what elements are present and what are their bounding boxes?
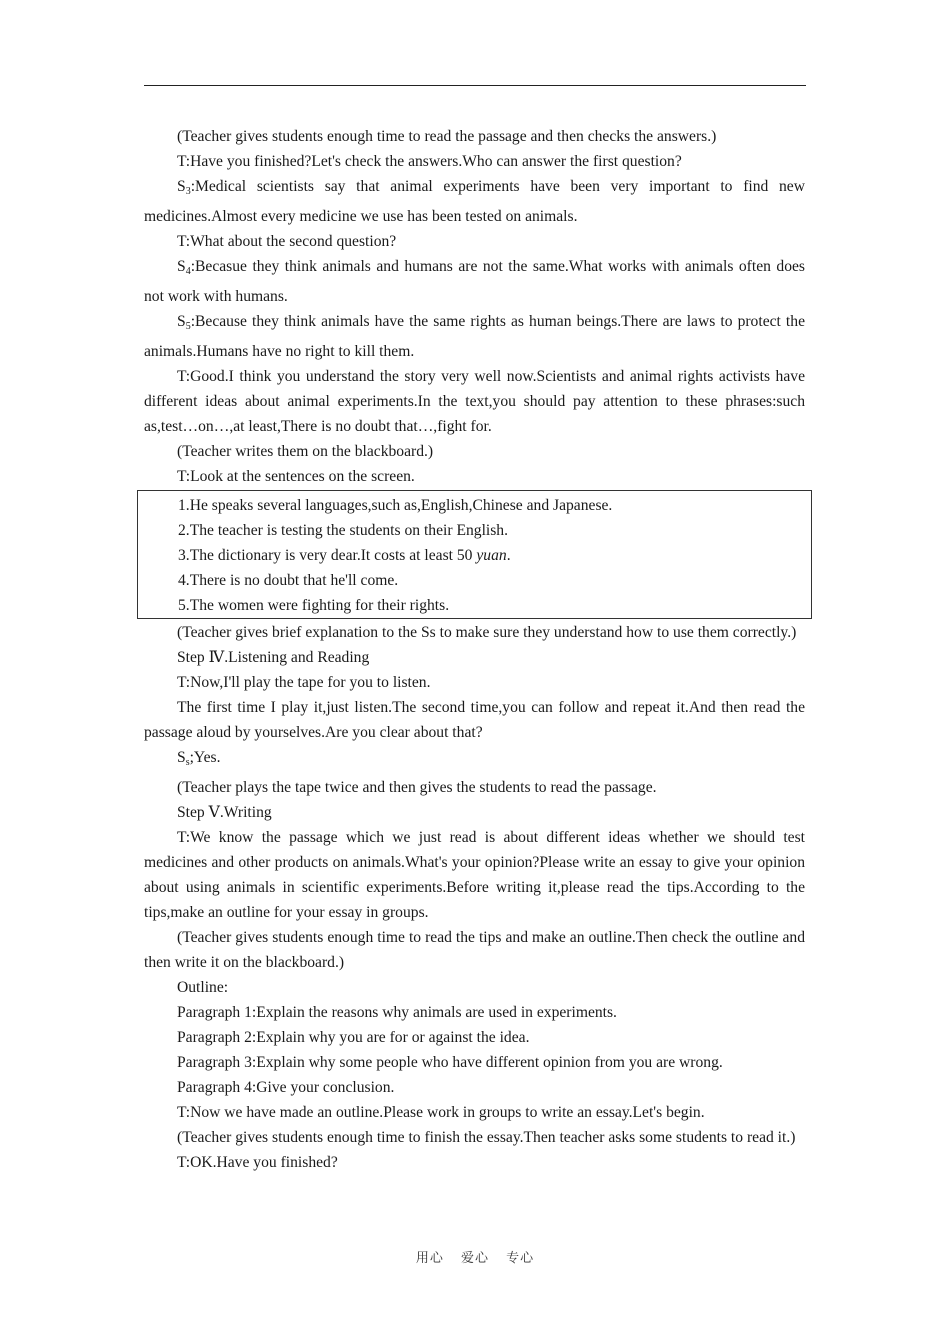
example-sentence: 4.There is no doubt that he'll come. [178,572,399,589]
speaker-subscript: 5 [185,321,191,332]
paragraph: (Teacher gives students enough time to read the passage and then checks the answers.) [177,128,717,145]
example-sentence: 1.He speaks several languages,such as,English,Chinese and Japanese. [178,497,613,514]
paragraph [144,745,805,775]
speaker: S [177,178,186,195]
footer-word: 爱心 [460,1251,489,1266]
example-sentence: 2.The teacher is testing the students on their English. [178,522,508,539]
paragraph-text: :Becasue they think animals and humans are not the same.What works with animals often does not work with humans. [144,258,805,305]
sentence-text: 3.The dictionary is very dear.It costs at least 50 [178,547,477,564]
page-footer [0,1247,950,1266]
speaker: S [177,258,186,275]
footer-word: 专心 [506,1251,535,1266]
paragraph: (Teacher plays the tape twice and then gives the students to read the passage. [177,779,657,796]
document-body [144,124,805,1175]
paragraph: T:Look at the sentences on the screen. [177,468,415,485]
outline-item: Paragraph 3:Explain why some people who have different opinion from you are wrong. [177,1054,723,1071]
outline-heading: Outline: [177,979,229,996]
speaker: S [177,313,186,330]
paragraph: The first time I play it,just listen.The second time,you can follow and repeat it.And then read the passage aloud by yourselves.Are you clear about that? [144,699,805,741]
sentence-end: . [506,547,511,564]
sentence-italic: yuan [476,547,507,564]
paragraph: T:Have you finished?Let's check the answers.Who can answer the first question? [177,153,682,170]
paragraph: T:Now we have made an outline.Please work in groups to write an essay.Let's begin. [177,1104,705,1121]
step-heading: Step Ⅴ.Writing [177,804,272,821]
example-sentence [138,543,811,568]
paragraph: T:Good.I think you understand the story very well now.Scientists and animal rights activists have different ideas about animal experiments.In the text,you should pay attention to these phrases:such as,test…on…,at least,There is no doubt that…,fight for. [144,368,805,435]
paragraph: (Teacher gives brief explanation to the Ss to make sure they understand how to use them correctly.) [177,624,797,641]
speaker-subscript: s [185,757,190,768]
outline-item: Paragraph 4:Give your conclusion. [177,1079,395,1096]
speaker: S [177,749,186,766]
paragraph: T:What about the second question? [177,233,397,250]
paragraph: T:Now,I'll play the tape for you to listen. [177,674,431,691]
example-sentence: 5.The women were fighting for their rights. [178,597,450,614]
paragraph-text: :Because they think animals have the same rights as human beings.There are laws to protect the animals.Humans have no right to kill them. [144,313,805,360]
example-sentences-box [137,490,812,619]
paragraph-text: ;Yes. [189,749,221,766]
outline-item: Paragraph 2:Explain why you are for or against the idea. [177,1029,530,1046]
header-rule [144,85,806,86]
paragraph [144,174,805,229]
speaker-subscript: 3 [185,186,191,197]
footer-word: 用心 [415,1251,444,1266]
paragraph [144,254,805,309]
paragraph: T:OK.Have you finished? [177,1154,338,1171]
outline-item: Paragraph 1:Explain the reasons why animals are used in experiments. [177,1004,617,1021]
paragraph: (Teacher gives students enough time to finish the essay.Then teacher asks some students to read it.) [177,1129,796,1146]
paragraph: (Teacher writes them on the blackboard.) [177,443,434,460]
speaker-subscript: 4 [185,266,191,277]
paragraph-text: :Medical scientists say that animal experiments have been very important to find new medicines.Almost every medicine we use has been tested on animals. [144,178,805,225]
paragraph [144,309,805,364]
paragraph: T:We know the passage which we just read is about different ideas whether we should test medicines and other products on animals.What's your opinion?Please write an essay to give your opinion about using animals in scientific experiments.Before writing it,please read the tips.According to the tips,make an outline for your essay in groups. [144,829,805,921]
paragraph: (Teacher gives students enough time to read the tips and make an outline.Then check the outline and then write it on the blackboard.) [144,929,805,971]
step-heading: Step Ⅳ.Listening and Reading [177,649,370,666]
